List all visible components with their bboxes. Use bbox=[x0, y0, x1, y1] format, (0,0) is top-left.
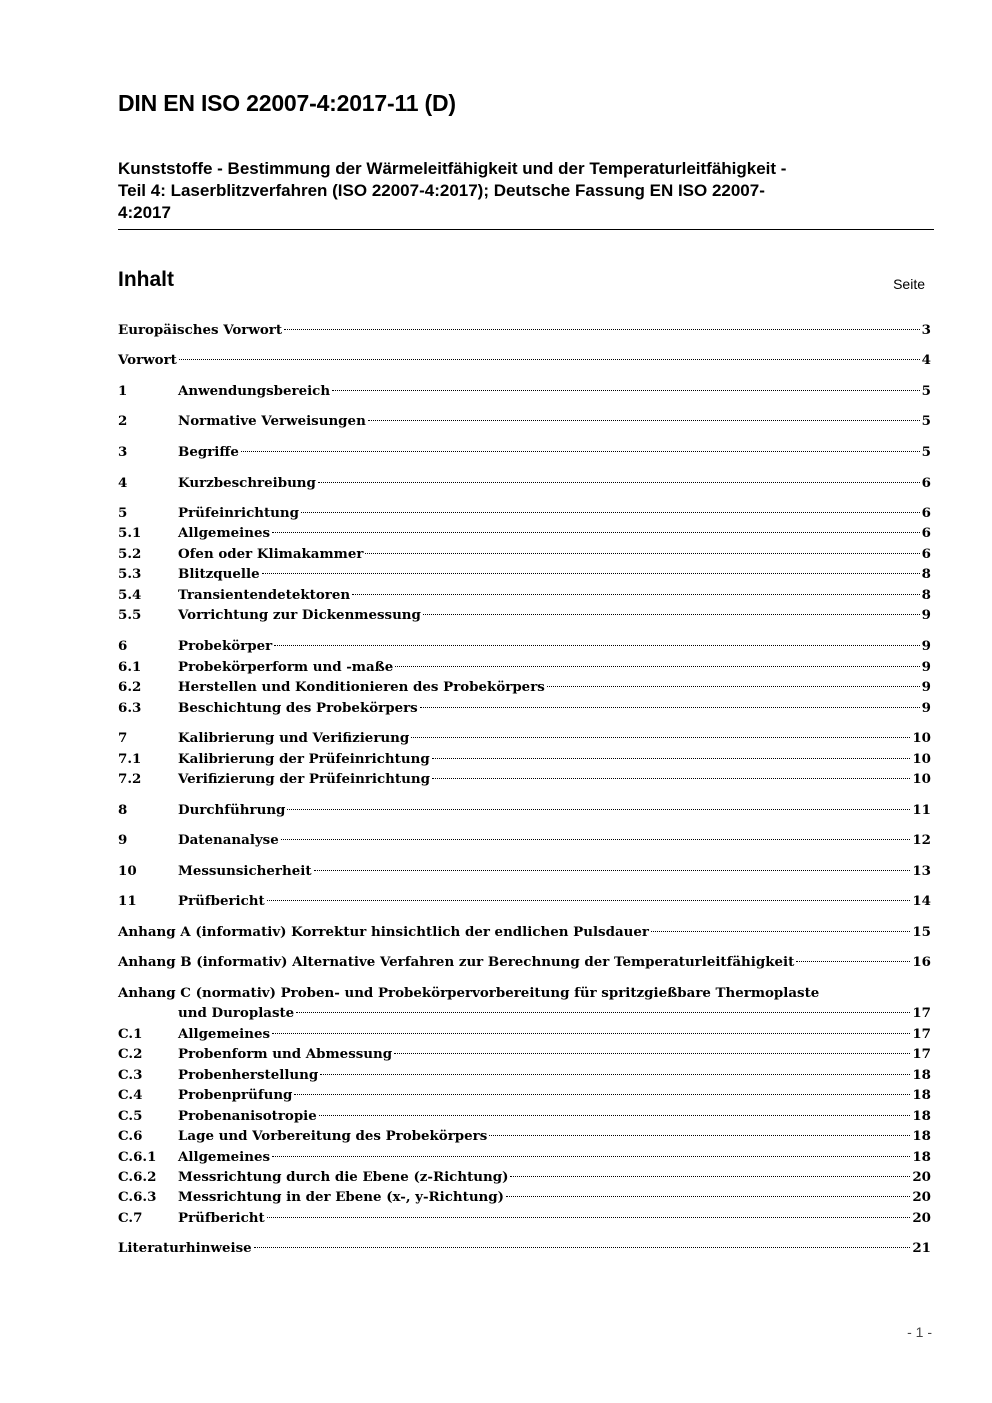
dot-leader bbox=[319, 1115, 911, 1116]
toc-entry[interactable] bbox=[118, 1126, 931, 1146]
dot-leader bbox=[320, 1074, 910, 1075]
toc-entry[interactable] bbox=[118, 677, 931, 697]
toc-heading: Inhalt bbox=[118, 268, 174, 291]
toc-entry-number: 5.3 bbox=[118, 566, 142, 582]
toc-entry-title: Kalibrierung und Verifizierung bbox=[178, 730, 410, 746]
toc-entry-number: C.7 bbox=[118, 1210, 143, 1226]
toc-entry-number: C.2 bbox=[118, 1046, 143, 1062]
toc-entry-page: 11 bbox=[912, 802, 931, 818]
toc-entry-number: C.1 bbox=[118, 1026, 143, 1042]
toc-entry-number: 5.4 bbox=[118, 587, 142, 603]
toc-entry[interactable] bbox=[118, 861, 931, 881]
toc-entry-number: C.5 bbox=[118, 1108, 143, 1124]
dot-leader bbox=[284, 329, 920, 330]
toc-entry-number: C.6.1 bbox=[118, 1149, 157, 1165]
toc-entry[interactable] bbox=[118, 1024, 931, 1044]
dot-leader bbox=[281, 839, 911, 840]
dot-leader bbox=[368, 420, 920, 421]
toc-entry[interactable] bbox=[118, 1238, 931, 1258]
dot-leader bbox=[420, 707, 920, 708]
dot-leader bbox=[287, 809, 910, 810]
document-title: DIN EN ISO 22007-4:2017-11 (D) bbox=[118, 90, 456, 116]
toc-entry-title: Anhang C (normativ) Proben- und Probekörpervorbereitung für spritzgießbare Thermoplaste bbox=[118, 985, 820, 1001]
toc-entry-number: 11 bbox=[118, 893, 137, 909]
toc-entry-page: 17 bbox=[912, 1026, 931, 1042]
toc-entry[interactable] bbox=[118, 320, 931, 340]
toc-entry[interactable] bbox=[118, 1044, 931, 1064]
toc-entry-title: Ofen oder Klimakammer bbox=[178, 546, 364, 562]
toc-entry[interactable] bbox=[118, 698, 931, 718]
toc-entry-number: C.6 bbox=[118, 1128, 143, 1144]
toc-entry-number: 5.5 bbox=[118, 607, 142, 623]
dot-leader bbox=[294, 1094, 910, 1095]
subtitle-line: 4:2017 bbox=[118, 203, 171, 222]
toc-entry-title: Probenprüfung bbox=[178, 1087, 293, 1103]
toc-entry-title: Herstellen und Konditionieren des Probekörpers bbox=[178, 679, 545, 695]
toc-entry-title: Lage und Vorbereitung des Probekörpers bbox=[178, 1128, 488, 1144]
toc-entry-title: Durchführung bbox=[178, 802, 286, 818]
toc-entry-number: 7.1 bbox=[118, 751, 142, 767]
toc-entry-page: 18 bbox=[912, 1108, 931, 1124]
toc-entry-page: 8 bbox=[921, 566, 931, 582]
toc-entry[interactable] bbox=[118, 1147, 931, 1167]
toc-entry-page: 18 bbox=[912, 1149, 931, 1165]
toc-entry-number: C.3 bbox=[118, 1067, 143, 1083]
toc-entry[interactable] bbox=[118, 605, 931, 625]
toc-entry-page: 21 bbox=[912, 1240, 931, 1256]
toc-entry-number: 6.2 bbox=[118, 679, 142, 695]
toc-entry[interactable] bbox=[118, 523, 931, 543]
toc-entry-page: 6 bbox=[921, 546, 931, 562]
toc-entry-page: 17 bbox=[912, 1046, 931, 1062]
toc-entry[interactable] bbox=[118, 1106, 931, 1126]
toc-entry[interactable] bbox=[118, 411, 931, 431]
dot-leader bbox=[296, 1012, 910, 1013]
dot-leader bbox=[272, 1033, 910, 1034]
toc-entry[interactable] bbox=[118, 769, 931, 789]
toc-entry-number: 6.1 bbox=[118, 659, 142, 675]
toc-entry-number: 6.3 bbox=[118, 700, 142, 716]
toc-entry-title: Datenanalyse bbox=[178, 832, 279, 848]
toc-entry-page: 9 bbox=[921, 607, 931, 623]
toc-entry-title: Anhang B (informativ) Alternative Verfahren zur Berechnung der Temperaturleitfähigkeit bbox=[118, 954, 795, 970]
dot-leader bbox=[365, 553, 919, 554]
toc-entry[interactable] bbox=[118, 983, 931, 1003]
dot-leader bbox=[274, 645, 920, 646]
toc-entry-page: 17 bbox=[912, 1005, 931, 1021]
dot-leader bbox=[510, 1176, 910, 1177]
toc-entry-title: Beschichtung des Probekörpers bbox=[178, 700, 418, 716]
toc-entry-page: 10 bbox=[912, 730, 931, 746]
dot-leader bbox=[272, 532, 920, 533]
toc-entry-title: Normative Verweisungen bbox=[178, 413, 366, 429]
dot-leader bbox=[432, 778, 910, 779]
toc-entry-title: Literaturhinweise bbox=[118, 1240, 252, 1256]
page-number: - 1 - bbox=[907, 1324, 932, 1340]
toc-entry-title: Vorrichtung zur Dickenmessung bbox=[178, 607, 421, 623]
toc-entry-title: Blitzquelle bbox=[178, 566, 260, 582]
toc-entry-title: Vorwort bbox=[118, 352, 177, 368]
toc-entry[interactable] bbox=[118, 800, 931, 820]
toc-entry-page: 10 bbox=[912, 771, 931, 787]
toc-entry-title: Messrichtung in der Ebene (x-, y-Richtung) bbox=[178, 1189, 504, 1205]
dot-leader bbox=[272, 1156, 910, 1157]
toc-entry-title: Prüfbericht bbox=[178, 1210, 265, 1226]
toc-entry[interactable] bbox=[118, 1167, 931, 1187]
dot-leader bbox=[651, 931, 910, 932]
toc-entry-number: 10 bbox=[118, 863, 137, 879]
subtitle-line: Teil 4: Laserblitzverfahren (ISO 22007-4:2017); Deutsche Fassung EN ISO 22007- bbox=[118, 181, 765, 200]
toc-entry-number: 1 bbox=[118, 383, 128, 399]
toc-entry-number: C.6.3 bbox=[118, 1189, 157, 1205]
toc-entry-title: Anwendungsbereich bbox=[178, 383, 331, 399]
toc-entry-page: 15 bbox=[912, 924, 931, 940]
dot-leader bbox=[432, 758, 911, 759]
dot-leader bbox=[352, 594, 920, 595]
toc-entry-page: 18 bbox=[912, 1128, 931, 1144]
toc-entry-page: 18 bbox=[912, 1067, 931, 1083]
toc-entry-title: Europäisches Vorwort bbox=[118, 322, 283, 338]
toc-entry[interactable] bbox=[118, 1187, 931, 1207]
dot-leader bbox=[318, 482, 920, 483]
toc-entry-number: 9 bbox=[118, 832, 128, 848]
subtitle-line: Kunststoffe - Bestimmung der Wärmeleitfähigkeit und der Temperaturleitfähigkeit - bbox=[118, 159, 787, 178]
toc-entry[interactable] bbox=[118, 1208, 931, 1228]
toc-entry-page: 20 bbox=[912, 1189, 931, 1205]
toc-entry[interactable] bbox=[118, 350, 931, 370]
dot-leader bbox=[506, 1196, 910, 1197]
toc-entry-title: Probenform und Abmessung bbox=[178, 1046, 393, 1062]
toc-entry[interactable] bbox=[118, 922, 931, 942]
dot-leader bbox=[179, 359, 920, 360]
dot-leader bbox=[241, 451, 920, 452]
toc-entry-number: 6 bbox=[118, 638, 128, 654]
toc-entry-title: Allgemeines bbox=[178, 1026, 271, 1042]
toc-entry[interactable] bbox=[118, 1003, 931, 1023]
toc-entry-title: Probekörper bbox=[178, 638, 273, 654]
toc-entry-title: Messrichtung durch die Ebene (z-Richtung) bbox=[178, 1169, 509, 1185]
dot-leader bbox=[262, 573, 920, 574]
toc-entry-number: 8 bbox=[118, 802, 128, 818]
toc-entry-number: 3 bbox=[118, 444, 128, 460]
dot-leader bbox=[301, 512, 920, 513]
toc-entry-page: 9 bbox=[921, 638, 931, 654]
toc-entry-number: C.4 bbox=[118, 1087, 143, 1103]
dot-leader bbox=[267, 900, 911, 901]
toc-entry-page: 20 bbox=[912, 1210, 931, 1226]
dot-leader bbox=[332, 390, 920, 391]
toc-entry[interactable] bbox=[118, 1085, 931, 1105]
toc-entry-page: 6 bbox=[921, 475, 931, 491]
toc-entry[interactable] bbox=[118, 564, 931, 584]
toc-entry-page: 4 bbox=[921, 352, 931, 368]
toc-entry-title: Probenanisotropie bbox=[178, 1108, 317, 1124]
toc-entry-page: 18 bbox=[912, 1087, 931, 1103]
toc-entry[interactable] bbox=[118, 381, 931, 401]
toc-entry[interactable] bbox=[118, 891, 931, 911]
toc-entry[interactable] bbox=[118, 585, 931, 605]
toc-entry-title: Messunsicherheit bbox=[178, 863, 312, 879]
dot-leader bbox=[314, 870, 911, 871]
toc-entry-page: 3 bbox=[921, 322, 931, 338]
dot-leader bbox=[423, 614, 920, 615]
toc-entry-number: 5.1 bbox=[118, 525, 142, 541]
toc-entry[interactable] bbox=[118, 473, 931, 493]
toc-entry-number: 2 bbox=[118, 413, 128, 429]
toc-entry-title: Probenherstellung bbox=[178, 1067, 319, 1083]
document-subtitle bbox=[118, 158, 918, 224]
toc-entry-page: 6 bbox=[921, 505, 931, 521]
toc-entry-page: 14 bbox=[912, 893, 931, 909]
toc-entry-title: Verifizierung der Prüfeinrichtung bbox=[178, 771, 430, 787]
toc-entry-title: Kurzbeschreibung bbox=[178, 475, 316, 491]
toc-entry[interactable] bbox=[118, 952, 931, 972]
toc-entry-title: Prüfbericht bbox=[178, 893, 265, 909]
dot-leader bbox=[547, 686, 920, 687]
toc-entry[interactable] bbox=[118, 728, 931, 748]
toc-entry-page: 12 bbox=[912, 832, 931, 848]
toc-entry-number: 4 bbox=[118, 475, 128, 491]
toc-entry[interactable] bbox=[118, 636, 931, 656]
toc-entry-title: Begriffe bbox=[178, 444, 239, 460]
toc-entry[interactable] bbox=[118, 442, 931, 462]
toc-entry-number: 5 bbox=[118, 505, 128, 521]
dot-leader bbox=[796, 961, 910, 962]
toc-entry-title: und Duroplaste bbox=[178, 1005, 295, 1021]
toc-entry-title: Anhang A (informativ) Korrektur hinsichtlich der endlichen Pulsdauer bbox=[118, 924, 649, 940]
toc-entry-page: 13 bbox=[912, 863, 931, 879]
toc-entry-page: 6 bbox=[921, 525, 931, 541]
toc-entry-title: Probekörperform und -maße bbox=[178, 659, 394, 675]
header-divider bbox=[118, 229, 934, 230]
toc-entry[interactable] bbox=[118, 830, 931, 850]
toc-entry[interactable] bbox=[118, 749, 931, 769]
toc-entry-page: 8 bbox=[921, 587, 931, 603]
toc-entry[interactable] bbox=[118, 544, 931, 564]
toc-entry-page: 5 bbox=[921, 444, 931, 460]
toc-entry-title: Allgemeines bbox=[178, 1149, 271, 1165]
toc-entry-number: C.6.2 bbox=[118, 1169, 157, 1185]
toc-entry-page: 20 bbox=[912, 1169, 931, 1185]
page-column-label: Seite bbox=[893, 276, 925, 292]
toc-entry[interactable] bbox=[118, 503, 931, 523]
dot-leader bbox=[394, 1053, 910, 1054]
dot-leader bbox=[267, 1217, 911, 1218]
toc-entry-title: Transientendetektoren bbox=[178, 587, 351, 603]
toc-entry-title: Allgemeines bbox=[178, 525, 271, 541]
toc-entry-page: 9 bbox=[921, 700, 931, 716]
toc-entry[interactable] bbox=[118, 657, 931, 677]
dot-leader bbox=[254, 1247, 911, 1248]
toc-entry-number: 7.2 bbox=[118, 771, 142, 787]
toc-entry-page: 16 bbox=[912, 954, 931, 970]
toc-entry-page: 5 bbox=[921, 383, 931, 399]
dot-leader bbox=[411, 737, 910, 738]
toc-entry-title: Prüfeinrichtung bbox=[178, 505, 300, 521]
dot-leader bbox=[489, 1135, 910, 1136]
toc-entry[interactable] bbox=[118, 1065, 931, 1085]
toc-entry-page: 5 bbox=[921, 413, 931, 429]
toc-entry-page: 9 bbox=[921, 659, 931, 675]
toc-entry-title: Kalibrierung der Prüfeinrichtung bbox=[178, 751, 430, 767]
toc-entry-page: 10 bbox=[912, 751, 931, 767]
toc-entry-number: 7 bbox=[118, 730, 128, 746]
toc-entry-page: 9 bbox=[921, 679, 931, 695]
dot-leader bbox=[395, 666, 919, 667]
toc-entry-number: 5.2 bbox=[118, 546, 142, 562]
